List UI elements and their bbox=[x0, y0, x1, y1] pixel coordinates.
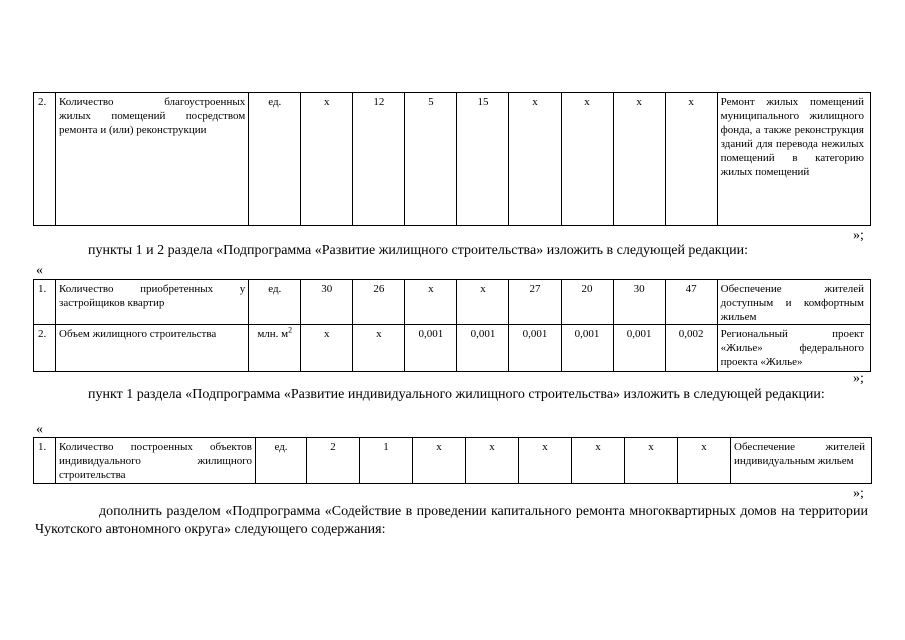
row-note: Обеспечение жителей индивидуальным жильем bbox=[731, 438, 872, 484]
row-value: 47 bbox=[665, 280, 717, 325]
row-value: 0,001 bbox=[457, 325, 509, 372]
row-value: х bbox=[665, 93, 717, 226]
opening-quote: « bbox=[36, 263, 43, 278]
row-value: х bbox=[678, 438, 731, 484]
closing-quote: »; bbox=[853, 486, 864, 501]
table-housing-improvement bbox=[33, 92, 871, 226]
row-indicator-name: Объем жилищного строительства bbox=[56, 325, 249, 372]
row-note: Обеспечение жителей доступным и комфортным жильем bbox=[717, 280, 870, 325]
row-value: 15 bbox=[457, 93, 509, 226]
opening-quote: « bbox=[36, 422, 43, 437]
closing-quote: »; bbox=[853, 228, 864, 243]
paragraph-housing-construction: пункты 1 и 2 раздела «Подпрограмма «Развитие жилищного строительства» изложить в следующей редакции: bbox=[88, 243, 748, 258]
table-individual-construction bbox=[33, 437, 872, 484]
row-unit: ед. bbox=[249, 280, 301, 325]
row-indicator-name: Количество приобретенных у застройщиков квартир bbox=[56, 280, 249, 325]
paragraph-individual-construction: пункт 1 раздела «Подпрограмма «Развитие индивидуального жилищного строительства» изложить в следующей редакции: bbox=[88, 387, 825, 402]
table-row bbox=[34, 280, 871, 325]
table-row bbox=[34, 438, 872, 484]
row-indicator-rest: жилых помещений посредством ремонта и (или) реконструкции bbox=[59, 110, 246, 136]
row-number: 2. bbox=[34, 325, 56, 372]
row-number: 1. bbox=[34, 438, 56, 484]
table-row bbox=[34, 93, 871, 226]
row-indicator-word-1: Количество bbox=[59, 96, 114, 108]
row-value: 30 bbox=[613, 280, 665, 325]
row-number: 2. bbox=[34, 93, 56, 226]
row-value: 5 bbox=[405, 93, 457, 226]
row-value: х bbox=[466, 438, 519, 484]
table-row bbox=[34, 325, 871, 372]
row-value: х bbox=[353, 325, 405, 372]
row-value: 1 bbox=[360, 438, 413, 484]
row-unit-text: млн. м bbox=[257, 328, 289, 340]
row-unit-superscript: 2 bbox=[288, 325, 293, 335]
row-value: х bbox=[301, 325, 353, 372]
row-value: х bbox=[572, 438, 625, 484]
paragraph-capital-repair: дополнить разделом «Подпрограмма «Содействие в проведении капитального ремонта многоквартирных домов на территории Чукотского автономного округа» следующего содержания: bbox=[35, 504, 868, 537]
row-indicator-name: Количество построенных объектов индивидуального жилищного строительства bbox=[56, 438, 256, 484]
row-value: 27 bbox=[509, 280, 561, 325]
row-indicator-word-2: благоустроенных bbox=[164, 96, 246, 108]
row-value: 2 bbox=[307, 438, 360, 484]
row-note: Региональный проект «Жилье» федерального проекта «Жилье» bbox=[717, 325, 870, 372]
row-value: х bbox=[301, 93, 353, 226]
row-value: х bbox=[457, 280, 509, 325]
row-value: 30 bbox=[301, 280, 353, 325]
row-unit bbox=[249, 325, 301, 372]
row-indicator-name bbox=[56, 93, 249, 226]
closing-quote: »; bbox=[853, 371, 864, 386]
row-value: 0,001 bbox=[509, 325, 561, 372]
row-value: х bbox=[519, 438, 572, 484]
row-value: 0,001 bbox=[405, 325, 457, 372]
row-note: Ремонт жилых помещений муниципального жилищного фонда, а также реконструкция зданий для перевода нежилых помещений в категорию жилых помещений bbox=[717, 93, 870, 226]
row-number: 1. bbox=[34, 280, 56, 325]
row-value: 12 bbox=[353, 93, 405, 226]
row-unit: ед. bbox=[249, 93, 301, 226]
row-value: 20 bbox=[561, 280, 613, 325]
row-value: х bbox=[413, 438, 466, 484]
row-value: х bbox=[509, 93, 561, 226]
row-value: х bbox=[613, 93, 665, 226]
table-housing-construction bbox=[33, 279, 871, 372]
row-value: х bbox=[405, 280, 457, 325]
row-value: 26 bbox=[353, 280, 405, 325]
row-unit: ед. bbox=[256, 438, 307, 484]
row-value: 0,001 bbox=[561, 325, 613, 372]
row-value: 0,002 bbox=[665, 325, 717, 372]
row-value: х bbox=[561, 93, 613, 226]
row-value: 0,001 bbox=[613, 325, 665, 372]
row-value: х bbox=[625, 438, 678, 484]
